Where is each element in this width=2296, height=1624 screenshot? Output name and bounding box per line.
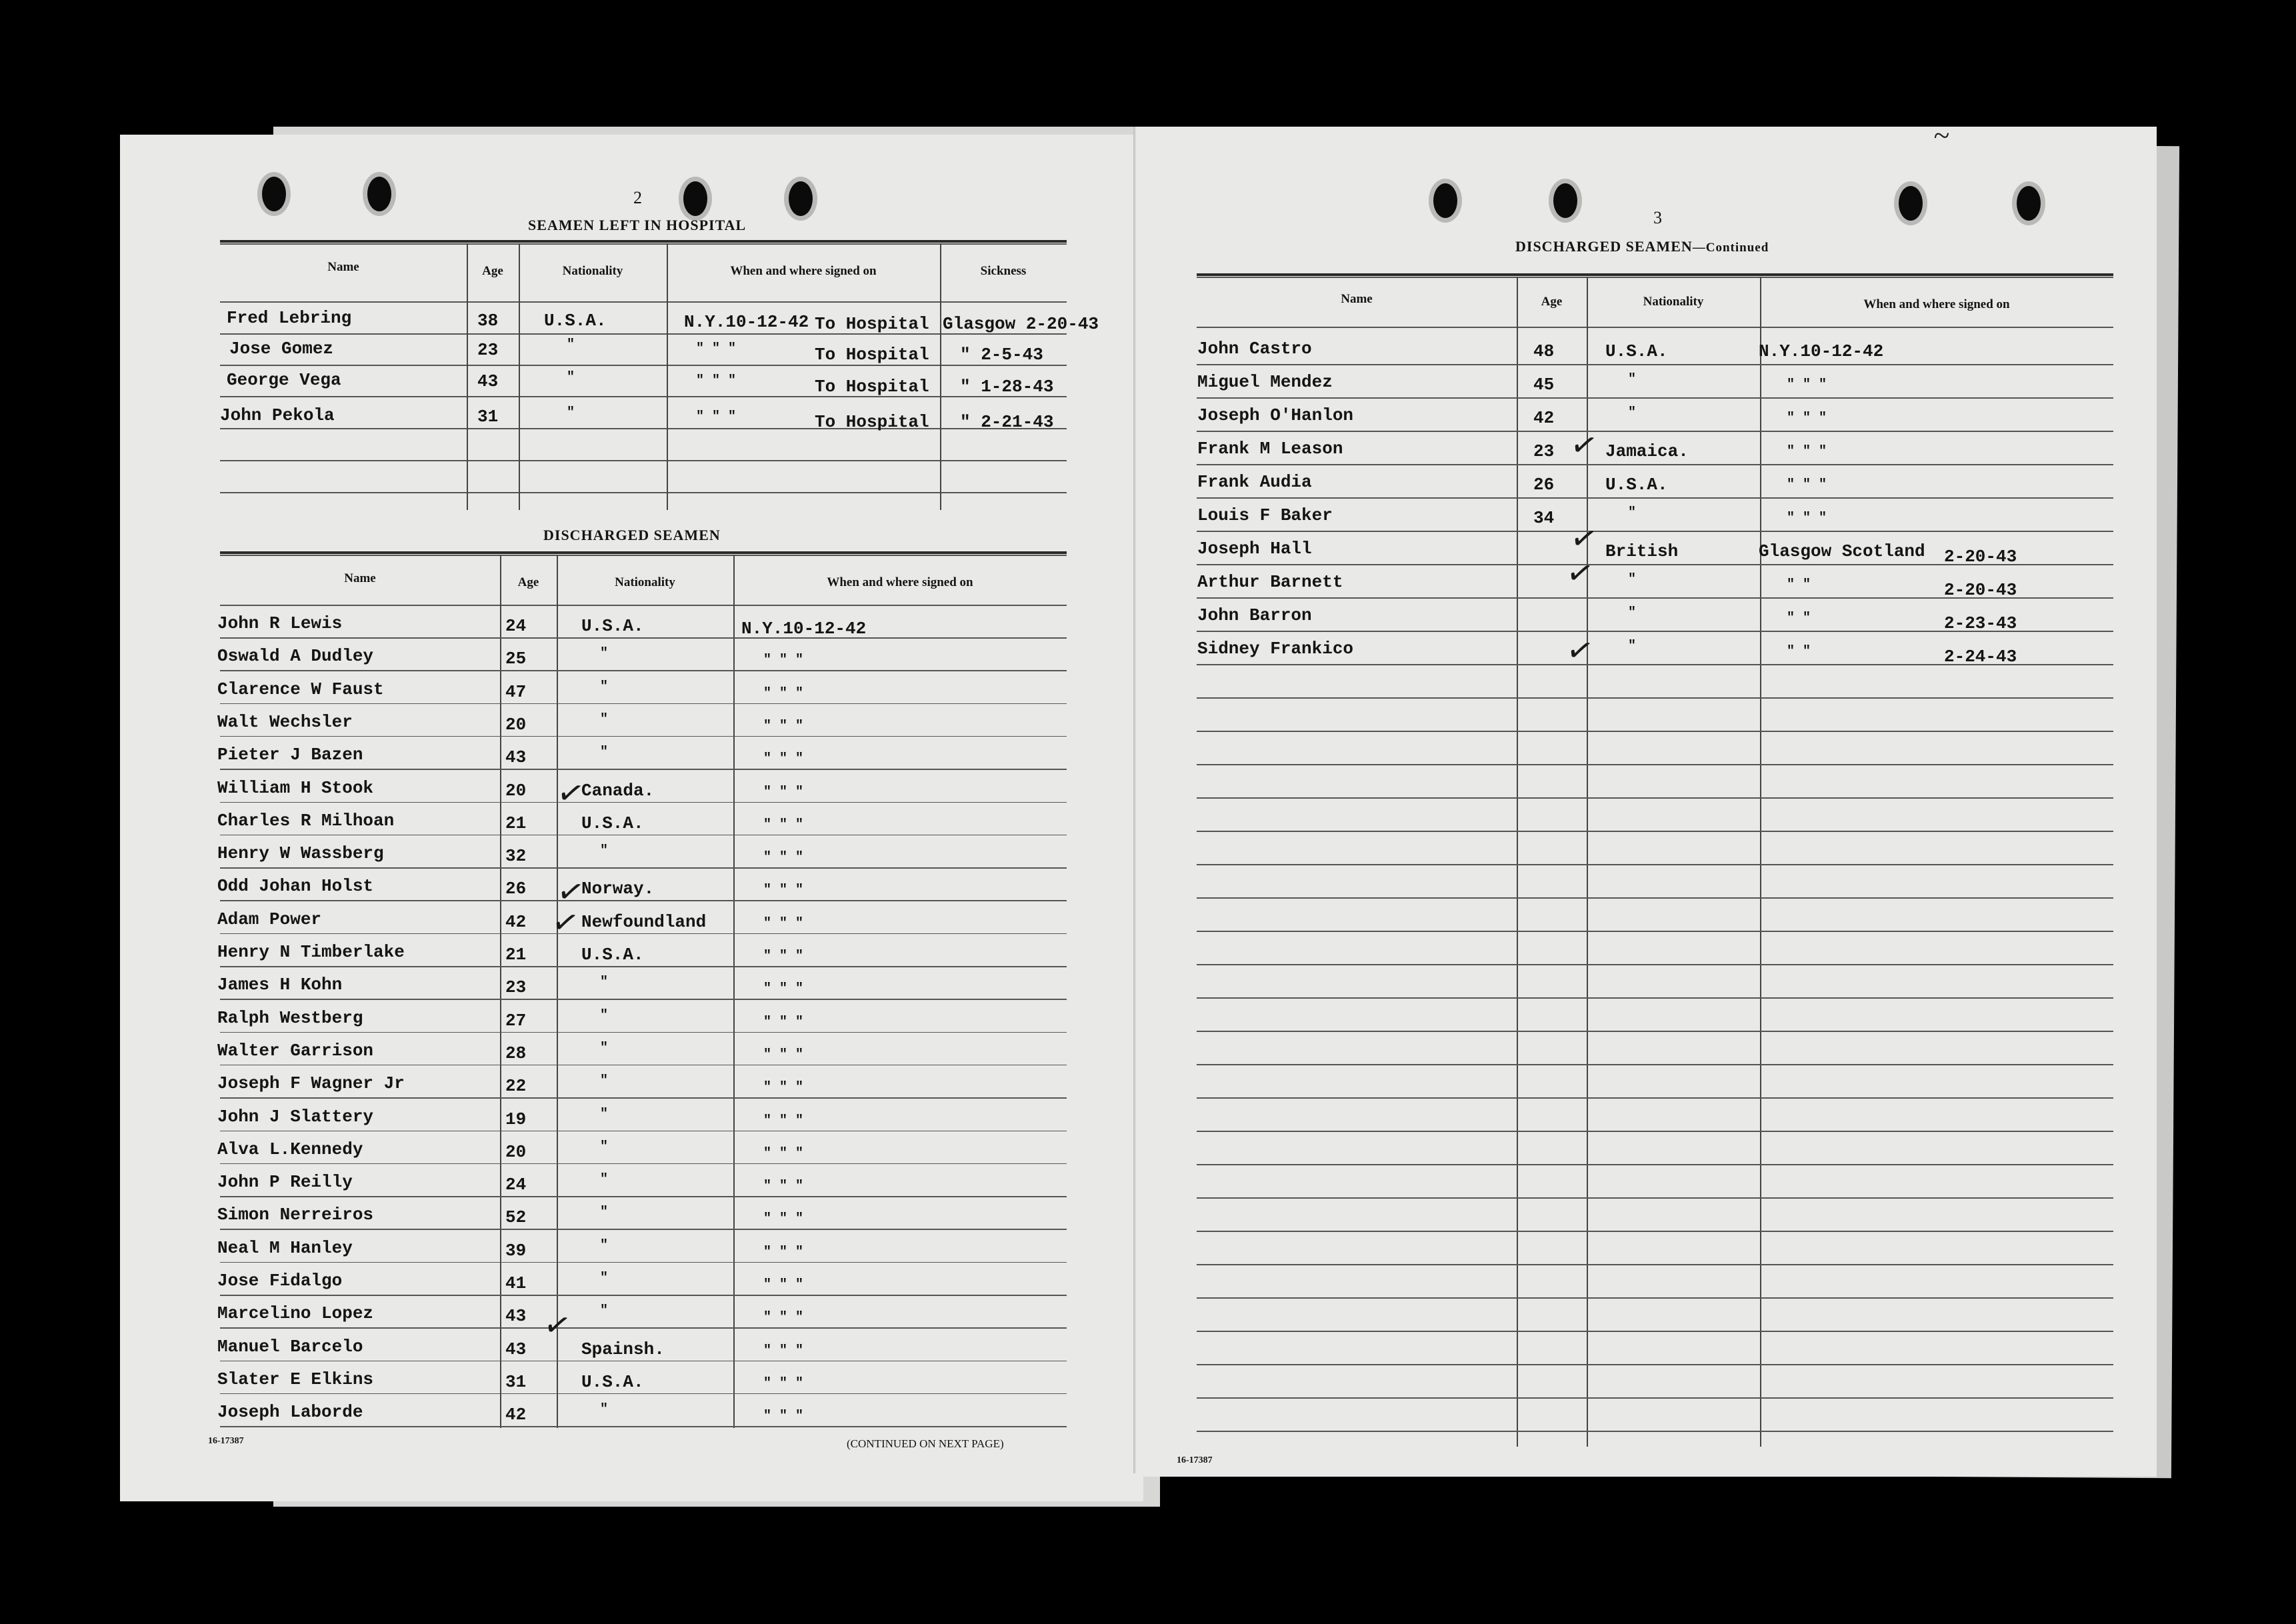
signed-on: " " " (763, 751, 804, 767)
seaman-name: John R Lewis (217, 613, 343, 633)
signed-on: N.Y.10-12-42 (1759, 341, 1884, 361)
signed-on: N.Y.10-12-42 (684, 312, 809, 332)
seaman-name: Jose Gomez (229, 339, 334, 359)
sickness: " 2-21-43 (960, 412, 1054, 432)
destination: To Hospital (815, 377, 929, 397)
signed-on: " " " (763, 915, 804, 931)
signed-on: " " (1787, 577, 1811, 593)
seaman-name: Ralph Westberg (217, 1007, 363, 1028)
seaman-nationality: U.S.A. (581, 945, 644, 965)
seaman-age: 38 (477, 311, 499, 331)
signed-on: " " " (696, 373, 737, 389)
seaman-name: Joseph O'Hanlon (1197, 405, 1354, 425)
signed-on: " " " (1787, 411, 1827, 426)
title-main: DISCHARGED SEAMEN (1515, 238, 1693, 255)
seaman-nationality: " (1628, 405, 1637, 421)
seaman-nationality: British (1605, 541, 1679, 561)
seaman-nationality: Canada. (581, 780, 655, 801)
seaman-nationality: U.S.A. (581, 616, 644, 636)
check-mark: ✓ (553, 772, 588, 815)
col-header-nationality: Nationality (615, 575, 675, 589)
seaman-name: Oswald A Dudley (217, 646, 374, 667)
seaman-age: 45 (1533, 375, 1555, 395)
seaman-name: Miguel Mendez (1197, 372, 1333, 392)
seaman-nationality: " (600, 843, 609, 859)
page-fold (1133, 127, 1137, 1473)
seaman-age: 24 (505, 616, 527, 636)
signed-on: " " " (763, 784, 804, 800)
signed-on: " " " (763, 1014, 804, 1030)
col-header-name: Name (344, 571, 376, 585)
punch-hole (2012, 181, 2045, 225)
seaman-name: Jose Fidalgo (217, 1271, 343, 1291)
seaman-age: 52 (505, 1207, 527, 1228)
seaman-nationality: " (600, 745, 609, 761)
seaman-name: Slater E Elkins (217, 1369, 374, 1389)
seaman-age: 41 (505, 1273, 527, 1293)
seaman-name: Clarence W Faust (217, 679, 384, 699)
seaman-nationality: " (600, 646, 609, 662)
col-header-signed: When and where signed on (1863, 297, 2010, 311)
seaman-name: John Pekola (220, 405, 335, 425)
seaman-name: Louis F Baker (1197, 505, 1333, 525)
seaman-name: Henry N Timberlake (217, 942, 405, 962)
seaman-age: 28 (505, 1043, 527, 1063)
signed-date: 2-23-43 (1944, 613, 2017, 633)
seaman-nationality: " (600, 1205, 609, 1221)
col-header-age: Age (517, 575, 539, 589)
signed-on: " " " (763, 1343, 804, 1359)
seaman-nationality: Spainsh. (581, 1339, 665, 1359)
signed-on: " " " (763, 883, 804, 899)
pencil-mark: ~ (1933, 119, 1949, 152)
signed-on: N.Y.10-12-42 (741, 619, 867, 639)
seaman-age: 31 (477, 407, 499, 427)
destination: To Hospital (815, 412, 929, 432)
seaman-name: Pieter J Bazen (217, 745, 363, 765)
seaman-age: 26 (1533, 475, 1555, 495)
page-number: 2 (633, 188, 642, 207)
seaman-name: Henry W Wassberg (217, 843, 384, 864)
check-mark: ✓ (1563, 552, 1597, 595)
signed-on: " " " (1787, 477, 1827, 493)
seaman-name: William H Stook (217, 777, 374, 798)
seaman-nationality: " (600, 1073, 609, 1089)
punch-hole (1429, 179, 1462, 223)
signed-on: " " " (763, 1211, 804, 1227)
seaman-age: 23 (1533, 441, 1555, 461)
punch-hole (363, 172, 396, 216)
col-header-name: Name (327, 260, 359, 274)
seaman-age: 47 (505, 681, 527, 702)
seaman-age: 25 (505, 649, 527, 669)
seaman-name: Joseph F Wagner Jr (217, 1073, 405, 1094)
seaman-nationality: U.S.A. (581, 1371, 644, 1392)
seaman-nationality: " (600, 1106, 609, 1122)
seaman-age: 42 (505, 1405, 527, 1425)
seaman-name: Frank M Leason (1197, 439, 1343, 459)
seaman-nationality: U.S.A. (1605, 341, 1668, 361)
destination: To Hospital (815, 314, 929, 334)
col-header-sickness: Sickness (980, 264, 1027, 278)
seaman-age: 19 (505, 1109, 527, 1129)
seaman-nationality: " (567, 370, 575, 385)
sickness: " 1-28-43 (960, 377, 1054, 397)
signed-on: " " " (696, 341, 737, 357)
seaman-age: 32 (505, 846, 527, 867)
col-header-nationality: Nationality (562, 264, 623, 278)
signed-on: " " " (763, 1375, 804, 1391)
seaman-nationality: " (600, 1040, 609, 1056)
col-header-name: Name (1341, 292, 1373, 306)
seaman-nationality: " (567, 337, 575, 353)
seaman-age: 43 (505, 1339, 527, 1359)
seaman-age: 43 (477, 371, 499, 391)
seaman-nationality: " (600, 1303, 609, 1319)
signed-on: " " " (763, 653, 804, 669)
seaman-age: 31 (505, 1371, 527, 1392)
punch-hole (1894, 181, 1927, 225)
hospital-table (220, 240, 1067, 513)
sickness: " 2-5-43 (960, 345, 1043, 365)
seaman-nationality: " (600, 1172, 609, 1188)
seaman-age: 23 (477, 340, 499, 360)
discharged-continued-title (1515, 238, 1769, 255)
signed-on: " " " (696, 409, 737, 425)
seaman-nationality: " (600, 711, 609, 727)
seaman-name: Charles R Milhoan (217, 810, 395, 831)
seaman-age: 42 (505, 911, 527, 932)
seaman-name: Arthur Barnett (1197, 572, 1343, 592)
seaman-age: 34 (1533, 508, 1555, 528)
seaman-name: Odd Johan Holst (217, 876, 374, 897)
seaman-nationality: " (1628, 639, 1637, 654)
check-mark: ✓ (1567, 517, 1601, 560)
seaman-nationality: " (600, 679, 609, 695)
signed-on: " " " (763, 981, 804, 997)
signed-date: 2-20-43 (1944, 547, 2017, 567)
seaman-name: Marcelino Lopez (217, 1303, 374, 1324)
seaman-nationality: " (600, 975, 609, 991)
seaman-nationality: " (600, 1271, 609, 1286)
signed-on: " " " (1787, 377, 1827, 393)
continued-note: (CONTINUED ON NEXT PAGE) (847, 1437, 1004, 1450)
seaman-nationality: " (600, 1402, 609, 1418)
signed-on: " " " (763, 949, 804, 964)
seaman-age: 20 (505, 1141, 527, 1162)
signed-on: " " (1787, 611, 1811, 626)
signed-on: " " (1787, 644, 1811, 659)
seaman-name: Manuel Barcelo (217, 1336, 363, 1357)
seaman-name: Sidney Frankico (1197, 639, 1354, 659)
seaman-age: 42 (1533, 408, 1555, 428)
seaman-name: John Castro (1197, 339, 1312, 359)
seaman-age: 26 (505, 879, 527, 899)
seaman-name: Walt Wechsler (217, 711, 353, 732)
col-header-signed: When and where signed on (730, 264, 877, 278)
hospital-section-title: SEAMEN LEFT IN HOSPITAL (528, 217, 747, 233)
seaman-name: Adam Power (217, 909, 322, 929)
signed-date: 2-24-43 (1944, 647, 2017, 667)
check-mark: ✓ (540, 1304, 575, 1347)
signed-on: " " " (763, 850, 804, 866)
punch-hole (257, 172, 291, 216)
check-mark: ✓ (1563, 629, 1597, 672)
check-mark: ✓ (548, 901, 583, 944)
seaman-name: James H Kohn (217, 975, 343, 995)
seaman-age: 22 (505, 1076, 527, 1097)
signed-on: " " " (763, 718, 804, 734)
seaman-nationality: " (1628, 572, 1637, 587)
seaman-age: 24 (505, 1175, 527, 1195)
signed-on: " " " (763, 1145, 804, 1161)
seaman-name: John P Reilly (217, 1172, 353, 1193)
seaman-name: John J Slattery (217, 1106, 374, 1127)
signed-on: " " " (763, 1047, 804, 1063)
col-header-signed: When and where signed on (827, 575, 973, 589)
seaman-name: Alva L.Kennedy (217, 1139, 363, 1159)
destination: To Hospital (815, 345, 929, 365)
signed-on: Glasgow Scotland (1759, 541, 1925, 561)
seaman-age: 43 (505, 747, 527, 768)
seaman-name: Frank Audia (1197, 472, 1312, 492)
punch-hole (1549, 179, 1582, 223)
col-header-age: Age (1541, 295, 1563, 309)
col-header-age: Age (482, 264, 503, 278)
discharged-section-title: DISCHARGED SEAMEN (543, 527, 721, 543)
seaman-nationality: U.S.A. (1605, 475, 1668, 495)
seaman-name: John Barron (1197, 605, 1312, 625)
seaman-age: 23 (505, 977, 527, 998)
seaman-nationality: " (567, 405, 575, 421)
seaman-age: 20 (505, 714, 527, 735)
check-mark: ✓ (553, 871, 588, 913)
form-code: 16-17387 (208, 1436, 244, 1446)
signed-on: " " " (763, 1179, 804, 1195)
seaman-nationality: Newfoundland (581, 911, 707, 932)
seaman-nationality: Jamaica. (1605, 441, 1689, 461)
seaman-name: Fred Lebring (227, 308, 352, 328)
signed-on: " " " (1787, 511, 1827, 526)
seaman-name: George Vega (227, 370, 341, 390)
seaman-nationality: U.S.A. (544, 311, 607, 331)
seaman-name: Neal M Hanley (217, 1237, 353, 1258)
signed-on: " " " (763, 1244, 804, 1260)
seaman-name: Joseph Laborde (217, 1402, 363, 1423)
signed-date: 2-20-43 (1944, 580, 2017, 600)
sickness: Glasgow 2-20-43 (943, 314, 1099, 334)
seaman-age: 21 (505, 945, 527, 965)
page-number: 3 (1653, 208, 1662, 227)
seaman-age: 21 (505, 813, 527, 833)
signed-on: " " " (763, 1080, 804, 1096)
form-code: 16-17387 (1177, 1455, 1213, 1465)
signed-on: " " " (763, 685, 804, 701)
seaman-nationality: " (600, 1007, 609, 1023)
seaman-name: Simon Nerreiros (217, 1205, 374, 1225)
col-header-nationality: Nationality (1643, 295, 1704, 309)
signed-on: " " " (1787, 444, 1827, 459)
signed-on: " " " (763, 1277, 804, 1293)
seaman-nationality: " (1628, 605, 1637, 621)
check-mark: ✓ (1567, 424, 1601, 467)
signed-on: " " " (763, 817, 804, 833)
seaman-age: 43 (505, 1306, 527, 1327)
seaman-nationality: " (1628, 372, 1637, 387)
punch-hole (784, 177, 817, 221)
seaman-age: 39 (505, 1240, 527, 1261)
seaman-nationality: " (600, 1139, 609, 1155)
signed-on: " " " (763, 1409, 804, 1425)
seaman-age: 48 (1533, 341, 1555, 361)
signed-on: " " " (763, 1113, 804, 1129)
seaman-name: Walter Garrison (217, 1040, 374, 1061)
seaman-age: 27 (505, 1010, 527, 1031)
title-suffix: —Continued (1692, 241, 1769, 255)
seaman-age: 20 (505, 780, 527, 801)
signed-on: " " " (763, 1310, 804, 1326)
seaman-nationality: " (600, 1237, 609, 1253)
seaman-nationality: U.S.A. (581, 813, 644, 833)
seaman-nationality: Norway. (581, 879, 655, 899)
seaman-name: Joseph Hall (1197, 539, 1312, 559)
seaman-nationality: " (1628, 505, 1637, 521)
punch-hole (679, 177, 712, 221)
